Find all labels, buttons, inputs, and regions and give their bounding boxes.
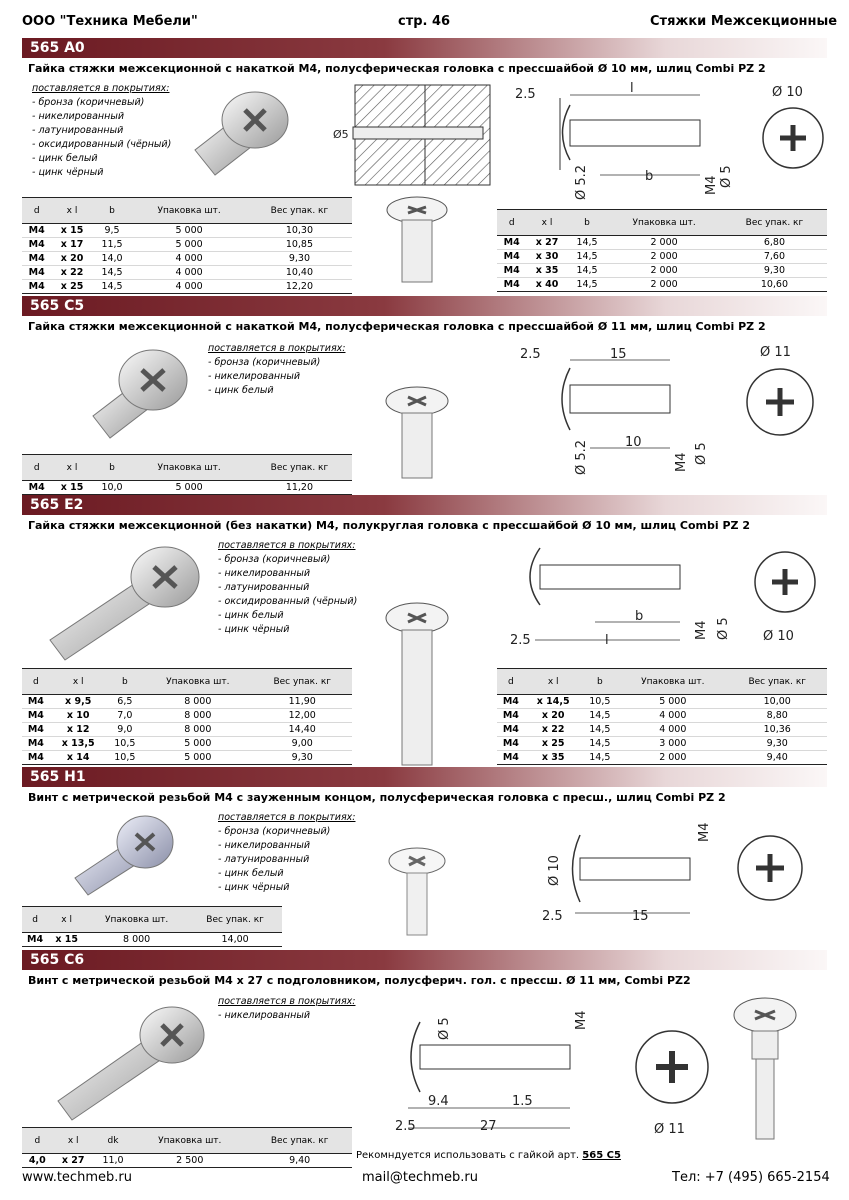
table-cell: 14,5 [568, 264, 607, 278]
table-cell: 11,5 [93, 238, 132, 252]
col-header: Вес упак. кг [722, 210, 827, 236]
table-cell: x 15 [51, 224, 92, 238]
table-row [22, 1154, 352, 1168]
col-header: Вес упак. кг [247, 455, 352, 481]
dimension-drawing-565a0 [510, 80, 830, 205]
col-header: x l [53, 1128, 94, 1154]
product-render-565c6 [50, 995, 210, 1125]
section-band-565c6: 565 C6 [22, 950, 827, 970]
table-cell: 10,00 [727, 695, 827, 709]
dim-head-height: 2.5 [542, 909, 563, 924]
table-cell: 11,20 [247, 481, 352, 495]
col-header: Упаковка шт. [85, 907, 188, 933]
table-row [22, 252, 352, 266]
table-cell: M4 [497, 695, 525, 709]
table-cell: x 14,5 [525, 695, 582, 709]
dim-b: 10 [625, 435, 642, 450]
table-cell: M4 [22, 751, 50, 765]
table-cell: 2 000 [606, 250, 722, 264]
table-row [22, 709, 352, 723]
table-cell: 10,5 [107, 737, 144, 751]
dim-thread: M4 [697, 822, 712, 842]
dimension-drawing-565c5 [510, 340, 830, 480]
table-body [497, 236, 827, 292]
col-header: d [22, 198, 51, 224]
dim-thread: M4 [574, 1010, 589, 1030]
table-cell: 11,90 [252, 695, 352, 709]
table-row [497, 236, 827, 250]
table-cell: M4 [22, 737, 50, 751]
table-cell: M4 [22, 723, 50, 737]
table-cell: 4 000 [131, 266, 247, 280]
table-cell: 5 000 [131, 238, 247, 252]
table-body [22, 481, 352, 495]
spec-table-565a0-right [497, 209, 827, 292]
col-header: Вес упак. кг [247, 1128, 352, 1154]
product-photo-565h1 [385, 845, 450, 940]
dim-head-diameter: Ø 11 [654, 1122, 685, 1137]
table-cell: 8,80 [727, 709, 827, 723]
coating-item: - никелированный [32, 111, 125, 122]
table-cell: x 30 [526, 250, 567, 264]
table-cell: 14,5 [568, 250, 607, 264]
table-cell: x 14 [50, 751, 107, 765]
coating-item: - никелированный [218, 840, 311, 851]
table-cell: 14,5 [568, 236, 607, 250]
dim-a: 9.4 [428, 1094, 449, 1109]
spec-table-565e2-left [22, 668, 352, 765]
dim-head-height: 2.5 [395, 1119, 416, 1134]
table-body [497, 695, 827, 765]
spec-table-565e2-right [497, 668, 827, 765]
table-cell: 8 000 [143, 695, 252, 709]
table-row [497, 250, 827, 264]
col-header: b [568, 210, 607, 236]
table-cell: 10,36 [727, 723, 827, 737]
table-cell: 14,40 [252, 723, 352, 737]
table-cell: x 10 [50, 709, 107, 723]
product-photo-565c5 [382, 385, 452, 485]
col-header: Упаковка шт. [143, 669, 252, 695]
table-cell: 2 000 [606, 278, 722, 292]
coatings-heading: поставляется в покрытиях: [218, 540, 356, 551]
table-cell: 9,00 [252, 737, 352, 751]
dim-inner: Ø 5 [694, 442, 709, 465]
coatings-heading: поставляется в покрытиях: [208, 343, 346, 354]
col-header: Упаковка шт. [131, 198, 247, 224]
dim-length: 27 [480, 1119, 497, 1134]
dim-thread: M4 [674, 452, 689, 472]
section-band-565c5: 565 C5 [22, 296, 827, 316]
section-title-565c6: Винт с метрической резьбой М4 х 27 с подголовником, полусферич. гол. с прессш. Ø 11 мм, Combi PZ2 [28, 974, 691, 987]
dim-cut-diameter: Ø5 [333, 128, 349, 141]
table-row [22, 737, 352, 751]
table-cell: M4 [22, 481, 51, 495]
table-cell: x 20 [525, 709, 582, 723]
table-cell: 4 000 [131, 252, 247, 266]
section-title-565c5: Гайка стяжки межсекционной с накаткой М4, полусферическая головка с прессшайбой Ø 11 мм, шлиц Combi PZ 2 [28, 320, 766, 333]
section-title-565e2: Гайка стяжки межсекционной (без накатки) М4, полукруглая головка с прессшайбой Ø 10 мм, шлиц Combi PZ 2 [28, 519, 750, 532]
table-cell: M4 [497, 737, 525, 751]
table-cell: M4 [22, 252, 51, 266]
table-cell: M4 [22, 224, 51, 238]
coatings-heading: поставляется в покрытиях: [32, 83, 170, 94]
table-cell: x 27 [526, 236, 567, 250]
dim-head-height: 2.5 [510, 633, 531, 648]
table-row [22, 723, 352, 737]
coating-item: - оксидированный (чёрный) [32, 139, 172, 150]
product-render-565c5 [85, 338, 195, 448]
col-header: Упаковка шт. [606, 210, 722, 236]
col-header: d [22, 669, 50, 695]
table-cell: 9,5 [93, 224, 132, 238]
table-cell: x 13,5 [50, 737, 107, 751]
coatings-heading: поставляется в покрытиях: [218, 996, 356, 1007]
table-row [497, 264, 827, 278]
table-cell: 14,0 [93, 252, 132, 266]
table-row [22, 751, 352, 765]
col-header: x l [525, 669, 582, 695]
col-header: b [93, 455, 132, 481]
coating-item: - латунированный [218, 582, 310, 593]
col-header: d [22, 455, 51, 481]
table-cell: 12,20 [247, 280, 352, 294]
table-row [22, 266, 352, 280]
table-cell: 4,0 [22, 1154, 53, 1168]
table-cell: 5 000 [143, 737, 252, 751]
table-row [22, 280, 352, 294]
table-cell: M4 [497, 264, 526, 278]
spec-table-565h1 [22, 906, 282, 947]
table-cell: M4 [497, 250, 526, 264]
table-cell: M4 [497, 236, 526, 250]
recommendation-note [356, 1150, 621, 1161]
col-header: b [582, 669, 619, 695]
table-cell: x 25 [525, 737, 582, 751]
recommendation-code: 565 C5 [582, 1150, 621, 1161]
dim-inner: Ø 5 [716, 617, 731, 640]
table-cell: M4 [497, 751, 525, 765]
coating-item: - бронза (коричневый) [218, 826, 331, 837]
product-render-565e2 [45, 535, 205, 665]
table-cell: 5 000 [143, 751, 252, 765]
coating-item: - никелированный [218, 1010, 311, 1021]
table-cell: x 27 [53, 1154, 94, 1168]
product-photo-565c6 [730, 995, 800, 1145]
table-cell: 7,60 [722, 250, 827, 264]
table-cell: 14,5 [93, 266, 132, 280]
table-cell: 14,5 [582, 737, 619, 751]
table-row [497, 751, 827, 765]
dim-c: 1.5 [512, 1094, 533, 1109]
dim-length: l [630, 81, 634, 96]
table-cell: M4 [22, 266, 51, 280]
table-cell: x 40 [526, 278, 567, 292]
section-title-565a0: Гайка стяжки межсекционной с накаткой М4, полусферическая головка с прессшайбой Ø 10 мм, шлиц Combi PZ 2 [28, 62, 766, 75]
coating-item: - латунированный [218, 854, 310, 865]
section-band-565h1: 565 H1 [22, 767, 827, 787]
table-cell: x 22 [525, 723, 582, 737]
col-header: x l [50, 669, 107, 695]
table-cell: 14,00 [188, 933, 282, 947]
product-render-565a0 [185, 80, 305, 190]
coating-item: - цинк чёрный [218, 882, 290, 893]
table-cell: x 17 [51, 238, 92, 252]
product-photo-565e2 [382, 600, 452, 770]
table-cell: M4 [497, 709, 525, 723]
table-row [497, 695, 827, 709]
footer-phone: Тел: +7 (495) 665-2154 [672, 1170, 830, 1185]
section-band-565e2: 565 E2 [22, 495, 827, 515]
table-cell: x 12 [50, 723, 107, 737]
table-cell: 10,5 [582, 695, 619, 709]
coating-item: - цинк белый [218, 868, 284, 879]
table-cell: x 15 [51, 481, 92, 495]
table-cell: 10,60 [722, 278, 827, 292]
col-header: x l [51, 455, 92, 481]
dim-head-diameter: Ø 11 [760, 345, 791, 360]
dim-inner: Ø 5 [437, 1017, 452, 1040]
table-cell: 14,5 [582, 751, 619, 765]
footer-email[interactable]: mail@techmeb.ru [362, 1170, 478, 1185]
coating-item: - цинк чёрный [32, 167, 104, 178]
col-header: dk [94, 1128, 132, 1154]
section-title-565h1: Винт с метрической резьбой М4 с зауженным концом, полусферическая головка с пресш., шлиц Combi PZ 2 [28, 791, 726, 804]
spec-table-565c5 [22, 454, 352, 495]
table-cell: 4 000 [131, 280, 247, 294]
page-number: стр. 46 [398, 14, 451, 29]
table-cell: 14,5 [582, 709, 619, 723]
dim-length: 15 [632, 909, 649, 924]
table-row [22, 481, 352, 495]
dimension-drawing-565h1 [530, 810, 827, 925]
coating-item: - цинк белый [32, 153, 98, 164]
coating-item: - бронза (коричневый) [32, 97, 145, 108]
table-cell: 9,40 [247, 1154, 352, 1168]
table-cell: 10,5 [107, 751, 144, 765]
table-cell: M4 [497, 723, 525, 737]
spec-table-565c6 [22, 1127, 352, 1168]
table-cell: x 35 [526, 264, 567, 278]
table-cell: x 25 [51, 280, 92, 294]
dim-shank: Ø 5.2 [574, 164, 589, 200]
table-cell: 9,30 [247, 252, 352, 266]
table-cell: 8 000 [143, 723, 252, 737]
table-body [22, 695, 352, 765]
table-cell: 2 500 [132, 1154, 247, 1168]
coatings-list-565c5 [208, 342, 345, 398]
table-cell: 11,0 [94, 1154, 132, 1168]
col-header: Упаковка шт. [618, 669, 727, 695]
col-header: x l [48, 907, 85, 933]
table-cell: 14,5 [568, 278, 607, 292]
col-header: x l [51, 198, 92, 224]
table-cell: x 15 [48, 933, 85, 947]
table-cell: 5 000 [131, 224, 247, 238]
table-cell: 6,5 [107, 695, 144, 709]
coatings-list-565h1 [218, 811, 355, 895]
col-header: b [107, 669, 144, 695]
coating-item: - цинк белый [218, 610, 284, 621]
table-cell: 7,0 [107, 709, 144, 723]
product-render-565h1 [70, 810, 190, 900]
table-body [22, 933, 282, 947]
table-cell: x 9,5 [50, 695, 107, 709]
dimension-drawing-565e2 [505, 540, 827, 660]
spec-table-565a0-left [22, 197, 352, 294]
table-row [497, 278, 827, 292]
col-header: Вес упак. кг [188, 907, 282, 933]
col-header: Упаковка шт. [131, 455, 247, 481]
table-cell: x 20 [51, 252, 92, 266]
table-cell: 10,85 [247, 238, 352, 252]
assembly-section-drawing [333, 80, 495, 190]
table-cell: 4 000 [618, 709, 727, 723]
table-cell: 10,30 [247, 224, 352, 238]
dim-head-diameter: Ø 10 [763, 629, 794, 644]
col-header: d [497, 210, 526, 236]
col-header: d [497, 669, 525, 695]
dim-b: b [635, 609, 644, 624]
coating-item: - латунированный [32, 125, 124, 136]
dim-head-diameter: Ø 10 [772, 85, 803, 100]
end-view-565c6 [630, 1025, 720, 1140]
footer-website[interactable]: www.techmeb.ru [22, 1170, 132, 1185]
table-cell: 8 000 [85, 933, 188, 947]
coating-item: - бронза (коричневый) [208, 357, 321, 368]
coating-item: - никелированный [218, 568, 311, 579]
col-header: d [22, 1128, 53, 1154]
table-cell: 5 000 [131, 481, 247, 495]
table-cell: M4 [497, 278, 526, 292]
table-cell: 5 000 [618, 695, 727, 709]
table-row [22, 695, 352, 709]
coatings-heading: поставляется в покрытиях: [218, 812, 356, 823]
table-cell: 9,30 [727, 737, 827, 751]
table-cell: 10,40 [247, 266, 352, 280]
col-header: Упаковка шт. [132, 1128, 247, 1154]
dim-head-height: 2.5 [515, 87, 536, 102]
col-header: d [22, 907, 48, 933]
table-row [497, 723, 827, 737]
product-photo-565a0 [382, 195, 452, 290]
table-cell: 4 000 [618, 723, 727, 737]
dim-b: b [645, 169, 654, 184]
table-cell: 10,0 [93, 481, 132, 495]
table-cell: 14,5 [582, 723, 619, 737]
table-row [22, 238, 352, 252]
table-cell: M4 [22, 709, 50, 723]
table-cell: 9,0 [107, 723, 144, 737]
dim-head-diameter: Ø 10 [547, 855, 562, 886]
col-header: x l [526, 210, 567, 236]
dim-inner: Ø 5 [719, 165, 734, 188]
table-cell: 9,30 [722, 264, 827, 278]
table-cell: M4 [22, 695, 50, 709]
table-cell: M4 [22, 933, 48, 947]
table-cell: M4 [22, 238, 51, 252]
table-cell: 2 000 [618, 751, 727, 765]
table-cell: 2 000 [606, 264, 722, 278]
coating-item: - бронза (коричневый) [218, 554, 331, 565]
table-cell: 6,80 [722, 236, 827, 250]
table-cell: 3 000 [618, 737, 727, 751]
section-band-565a0: 565 A0 [22, 38, 827, 58]
dim-length: l [605, 633, 609, 648]
coatings-list-565a0 [32, 82, 171, 180]
category-title: Стяжки Межсекционные [650, 14, 838, 29]
coating-item: - оксидированный (чёрный) [218, 596, 358, 607]
dim-length: 15 [610, 347, 627, 362]
table-cell: 2 000 [606, 236, 722, 250]
table-body [22, 1154, 352, 1168]
table-body [22, 224, 352, 294]
dim-thread: M4 [694, 620, 709, 640]
dim-shank: Ø 5.2 [574, 439, 589, 475]
table-cell: 9,40 [727, 751, 827, 765]
dimension-drawing-565c6 [380, 1000, 610, 1140]
table-cell: x 22 [51, 266, 92, 280]
col-header: Вес упак. кг [252, 669, 352, 695]
table-cell: 14,5 [93, 280, 132, 294]
table-row [22, 933, 282, 947]
coating-item: - цинк чёрный [218, 624, 290, 635]
coatings-list-565c6 [218, 995, 355, 1023]
table-cell: 12,00 [252, 709, 352, 723]
col-header: Вес упак. кг [727, 669, 827, 695]
table-cell: 9,30 [252, 751, 352, 765]
table-cell: M4 [22, 280, 51, 294]
recommendation-text: Рекомндуется использовать с гайкой арт. [356, 1150, 580, 1161]
table-row [497, 709, 827, 723]
dim-thread: M4 [704, 175, 719, 195]
col-header: b [93, 198, 132, 224]
coating-item: - никелированный [208, 371, 301, 382]
company-name: ООО "Техника Мебели" [22, 14, 198, 29]
dim-head-height: 2.5 [520, 347, 541, 362]
table-row [22, 224, 352, 238]
coatings-list-565e2 [218, 539, 357, 637]
col-header: Вес упак. кг [247, 198, 352, 224]
table-cell: 8 000 [143, 709, 252, 723]
coating-item: - цинк белый [208, 385, 274, 396]
table-row [497, 737, 827, 751]
table-cell: x 35 [525, 751, 582, 765]
